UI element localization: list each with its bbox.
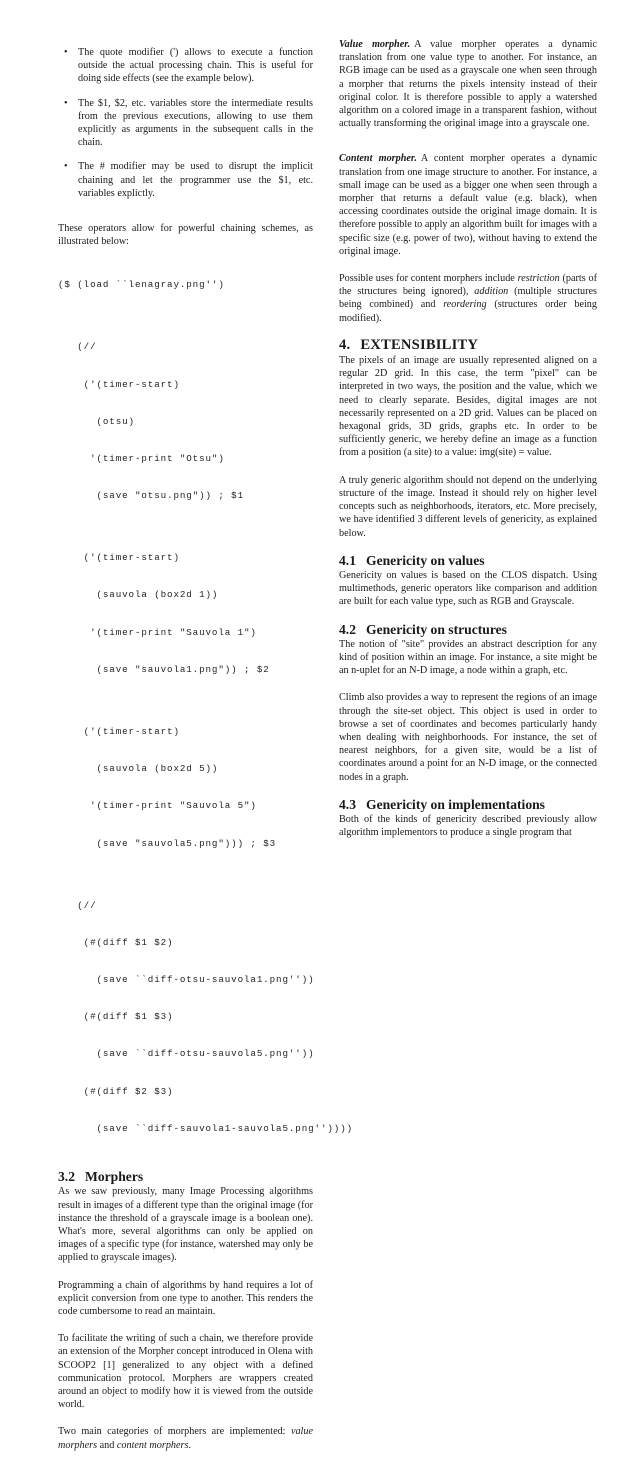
text-run: (structures order being modified).: [339, 299, 597, 324]
code-line: (save ``diff-otsu-sauvola5.png'')): [58, 1048, 315, 1060]
text-run: Possible uses for content morphers include: [339, 273, 518, 285]
code-line: (save "sauvola5.png"))) ; $3: [58, 837, 277, 849]
code-line: ('(timer-start): [58, 552, 180, 564]
code-line: ($ (load ``lenagray.png''): [58, 279, 225, 291]
list-item-text: The $1, $2, etc. variables store the intermediate results from the previous executions, allowing to use them explicitly as arguments in the subsequent calls in the chain.: [78, 97, 313, 149]
text-run: (parts of the structures being ignored),: [339, 273, 597, 298]
section-title: EXTENSIBILITY: [360, 336, 479, 353]
text-run: Two main categories of morphers are implemented:: [58, 1426, 291, 1438]
paragraph: As we saw previously, many Image Processing algorithms result in images of a different type than the original image (for instance the threshold of a grayscale image is a boolean one). What's more, several algorithms can only be applied on images of a specific type (for instance, watershed may only be applied to grayscale images).: [58, 1186, 313, 1264]
section-heading-extensibility: [339, 336, 597, 353]
code-line: '(timer-print "Otsu"): [58, 452, 225, 464]
code-line: (#(diff $1 $3): [58, 1011, 174, 1023]
paragraph: [339, 272, 597, 325]
section-title: Genericity on values: [366, 552, 485, 568]
bullet-icon: •: [64, 97, 68, 109]
code-line: (#(diff $1 $2): [58, 936, 174, 948]
modifier-list: [58, 46, 313, 200]
code-line: (//: [58, 899, 97, 911]
code-line: (save "sauvola1.png")) ; $2: [58, 663, 270, 675]
text-run: and: [97, 1439, 117, 1451]
code-line: (//: [58, 341, 97, 353]
code-line: (save ``diff-otsu-sauvola1.png'')): [58, 974, 315, 985]
bullet-icon: •: [64, 47, 68, 58]
list-item: [58, 160, 313, 200]
list-item-text: The quote modifier (') allows to execute a function outside the actual processing chain. This is useful for doing side effects (see the example below).: [78, 47, 313, 85]
paragraph: Genericity on values is based on the CLOS dispatch. Using multimethods, generic operators like comparison and addition are built for each value type, such as RGB and Grayscale.: [339, 569, 597, 608]
right-column: [339, 38, 597, 853]
paragraph: Programming a chain of algorithms by hand requires a lot of explicit conversion from one type to another. This renders the code cumbersome to read an maintain.: [58, 1279, 313, 1317]
code-line: (sauvola (box2d 1)): [58, 589, 219, 601]
section-heading-values: [339, 554, 597, 567]
section-title: Genericity on implementations: [366, 796, 545, 812]
emphasis: reordering: [443, 299, 487, 311]
paragraph: To facilitate the writing of such a chain, we therefore provide an extension of the Morpher concept introduced in Olena with SCOOP2 [1] generalized to any object with a defined communication protocol. Morphers are wrappers created around an object to modify how it is viewed from the outside world.: [58, 1333, 313, 1411]
section-number: 4.1: [339, 552, 356, 568]
section-heading-structures: [339, 623, 597, 636]
text-run: .: [188, 1439, 192, 1451]
bullet-icon: •: [64, 161, 68, 173]
emphasis: value morphers: [58, 1426, 313, 1451]
section-heading-implementations: [339, 798, 597, 811]
code-line: (sauvola (box2d 5)): [58, 763, 219, 775]
runin-heading: Content morpher.: [339, 153, 417, 165]
paragraph-value-morpher: [339, 38, 597, 130]
runin-heading: Value morpher.: [339, 39, 411, 50]
paragraph: [58, 1425, 313, 1451]
emphasis: content morphers: [116, 1439, 189, 1451]
code-line: (#(diff $2 $3): [58, 1085, 174, 1097]
emphasis: restriction: [517, 273, 560, 285]
code-intro: These operators allow for powerful chaining schemes, as illustrated below:: [58, 223, 313, 248]
list-item: [58, 46, 313, 86]
section-title: Genericity on structures: [366, 621, 507, 637]
code-line: ('(timer-start): [58, 725, 180, 737]
section-title: Morphers: [85, 1169, 144, 1185]
code-line: '(timer-print "Sauvola 1"): [58, 626, 257, 638]
section-number: 4.3: [339, 796, 356, 812]
paragraph: Climb also provides a way to represent the regions of an image through the site-set object. This object is used in order to browse a set of coordinates and becomes particularly handy when dealing with neighborhoods. For instance, the set of nearest neighbors, for a given site, would be a list of coordinates around a point for an N-D image, or the connected nodes in a graph.: [339, 692, 597, 783]
list-item-text: The # modifier may be used to disrupt the implicit chaining and let the programmer use the $1, etc. variables explictly.: [78, 161, 313, 199]
text-run: (multiple structures being combined) and: [339, 286, 597, 311]
paragraph: The notion of "site" provides an abstract description for any kind of position within an image. For instance, a site might be an n-uplet for an N-D image, a node within a graph, etc.: [339, 638, 597, 677]
paragraph: The pixels of an image are usually represented aligned on a regular 2D grid. In this case, the term "pixel" can be interpreted in two ways, the position and the value, which we need to clearly separate. Besides, digital images are not necessarily represented on a 2D grid. Values can be placed on hexagonal grids, 3D grids, graphs etc. In order to be sufficiently generic, we hereby define an image as a function from a position (a site) to a value: img(site) = value.: [339, 355, 597, 459]
text-run: A content morpher operates a dynamic translation from one image structure to another. For instance, a small image can be used as a bigger one when seen through a morpher that returns a default value (e.g. black), when accessing coordinates outside the original image domain. It is therefore possible to apply an algorithm built for images with a specific size (e.g. power of two), without having to extend the original image.: [339, 153, 597, 257]
section-number: 4.2: [339, 621, 356, 637]
list-item: [58, 97, 313, 150]
section-heading-morphers: [58, 1170, 313, 1183]
section-number: 4.: [339, 336, 351, 353]
code-line: '(timer-print "Sauvola 5"): [58, 800, 257, 812]
code-line: (save ``diff-sauvola1-sauvola5.png'')))): [58, 1122, 354, 1134]
code-line: (otsu): [58, 415, 135, 427]
code-line: ('(timer-start): [58, 378, 180, 390]
paragraph-content-morpher: [339, 152, 597, 258]
emphasis: addition: [474, 286, 509, 298]
paragraph: Both of the kinds of genericity described previously allow algorithm implementors to produce a single program that: [339, 813, 597, 839]
text-run: A value morpher operates a dynamic translation from one value type to another. For instance, an RGB image can be used as a grayscale one when seen through a morpher that returns the pixels intensity instead of their original color. It is therefore possible to apply a watershed algorithm on a colored image in a transparent fashion, without actually transforming the original image into a grayscale one.: [339, 39, 597, 130]
code-line: (save "otsu.png")) ; $1: [58, 490, 244, 502]
paragraph: A truly generic algorithm should not depend on the underlying structure of the image. Instead it should rely on higher level concepts such as neighborhoods, iterators, etc. More precisely, we have identified 3 different levels of genericity, as explained below.: [339, 474, 597, 539]
section-number: 3.2: [58, 1169, 75, 1185]
